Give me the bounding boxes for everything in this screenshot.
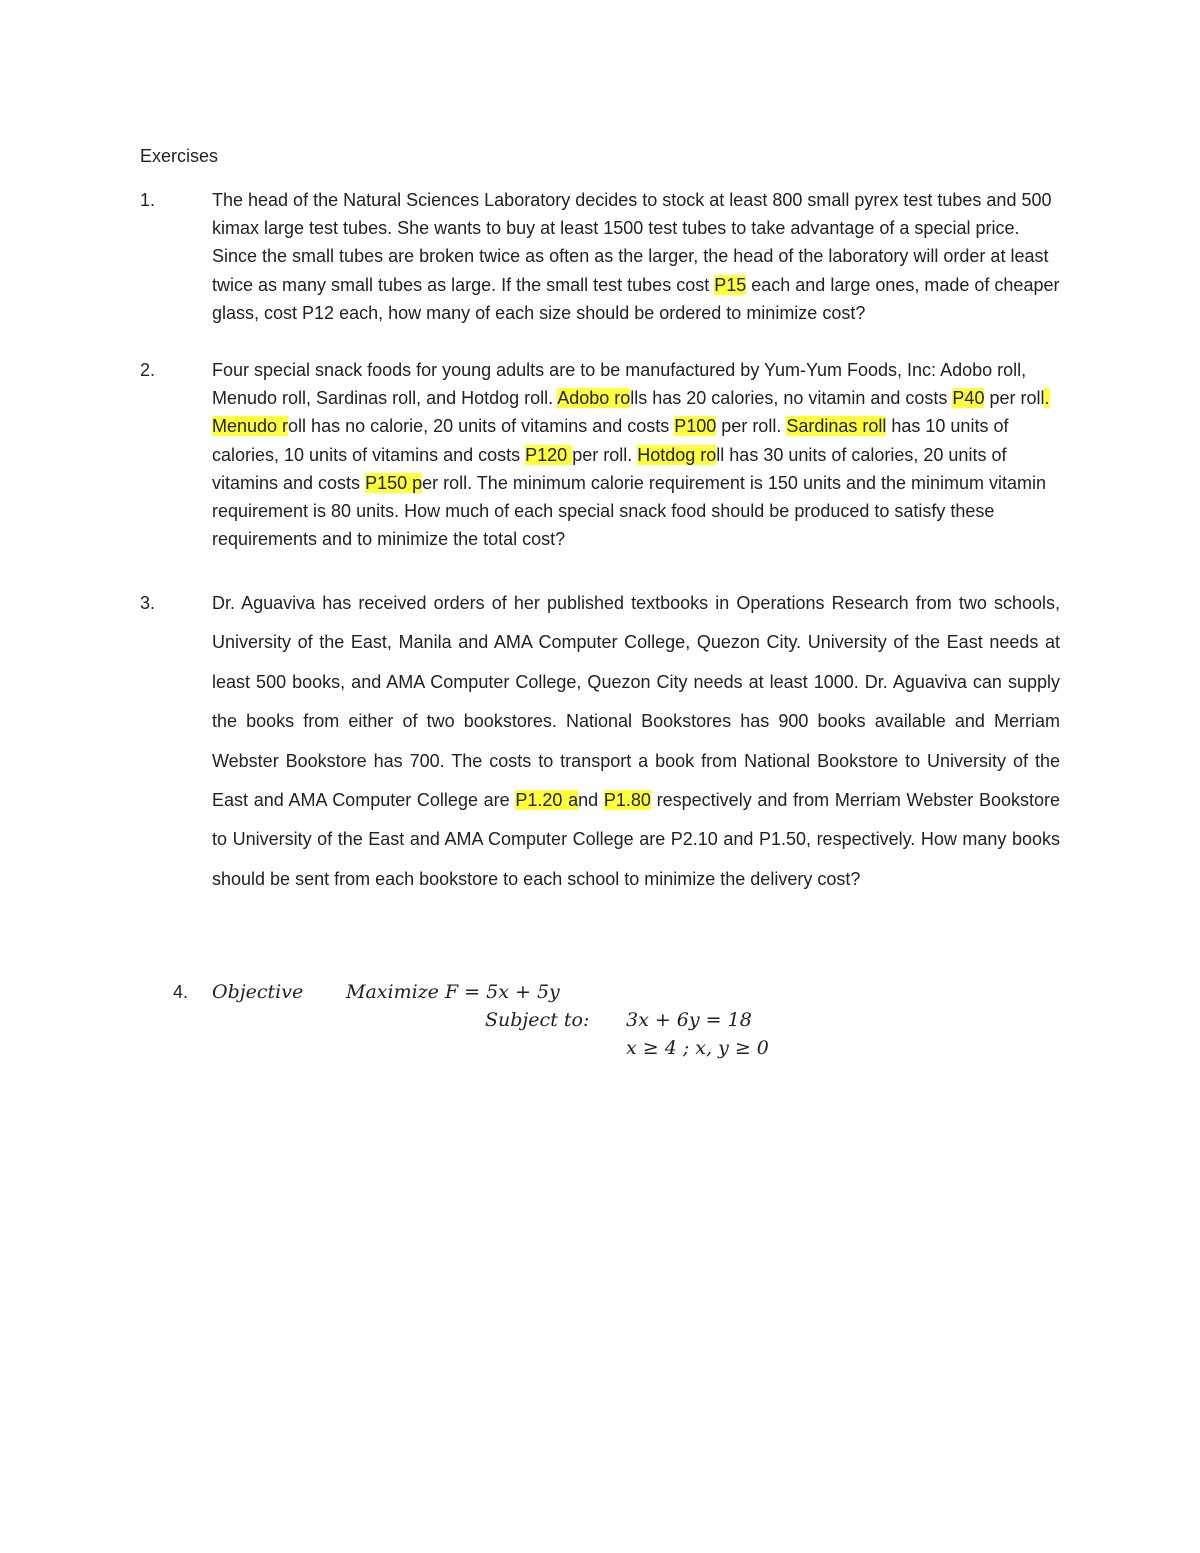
highlighted-text: P40 (952, 388, 985, 409)
text-segment: has 10 units of calories, 10 units of vitamins and costs (212, 416, 1009, 465)
highlighted-text: P1.80 (603, 790, 651, 811)
text-segment: nd (578, 790, 604, 811)
highlighted-text: P120 (525, 444, 573, 465)
objective-expression: Maximize F = 5x + 5y (346, 981, 560, 1003)
text-segment: er roll. The minimum calorie requirement is 150 units and the minimum vitamin requirement is 80 units. How much of each special snack food should be produced to satisfy these requirements and to minimize the total cost? (212, 472, 1047, 550)
text-segment: Dr. Aguaviva has received orders of her published textbooks in Operations Research from two schools, University of the East, Manila and AMA Computer College, Quezon City. University of the East needs at least 500 books, and AMA Computer College, Quezon City needs at least 1000. Dr. Aguaviva can supply the books from either of two bookstores. National Bookstores has 900 books available and Merriam Webster Bookstore has 700. The costs to transport a book from National Bookstore to University of the East and AMA Computer College are (212, 593, 1060, 811)
document-heading: Exercises (140, 146, 219, 166)
highlighted-text: Sardinas roll (786, 416, 887, 437)
highlighted-text: Hotdog ro (637, 444, 717, 465)
problem-text (212, 584, 1060, 899)
highlighted-text: P150 p (365, 472, 423, 493)
text-segment: ll has 30 units of calories, 20 units of vitamins and costs (212, 444, 1007, 493)
objective-label: Objective (212, 981, 304, 1003)
text-segment: each and large ones, made of cheaper glass, cost P12 each, how many of each size should be ordered to minimize cost? (212, 274, 1060, 323)
text-segment: per roll. (716, 416, 787, 437)
highlighted-text: P100 (674, 416, 717, 437)
problem-text (212, 186, 1060, 327)
highlighted-text: . Menudo r (212, 388, 1050, 437)
problem-1 (140, 186, 1060, 327)
text-segment: Four special snack foods for young adults are to be manufactured by Yum-Yum Foods, Inc: Adobo roll, Menudo roll, Sardinas roll, and Hotdog roll. (212, 360, 1027, 409)
text-segment: per roll (984, 388, 1045, 409)
text-segment: oll has no calorie, 20 units of vitamins and costs (288, 416, 675, 437)
problem-number: 4. (173, 982, 189, 1002)
highlighted-text: Adobo ro (557, 388, 631, 409)
text-segment: per roll. (572, 444, 638, 465)
text-segment: lls has 20 calories, no vitamin and costs (630, 388, 953, 409)
text-segment: respectively and from Merriam Webster Bookstore to University of the East and AMA Computer College are P2.10 and P1.50, respectively. How many books should be sent from each bookstore to each school to minimize the delivery cost? (212, 790, 1060, 889)
problem-number: 2. (140, 360, 156, 380)
subject-to-label: Subject to: (485, 1009, 590, 1031)
constraint-bounds: x ≥ 4 ; x, y ≥ 0 (626, 1037, 769, 1059)
text-segment: The head of the Natural Sciences Laboratory decides to stock at least 800 small pyrex test tubes and 500 kimax large test tubes. She wants to buy at least 1500 test tubes to take advantage of a special price. Since the small tubes are broken twice as often as the larger, the head of the laboratory will order at least twice as many small tubes as large. If the small test tubes cost (212, 190, 1052, 295)
highlighted-text: P15 (714, 274, 747, 295)
problem-number: 1. (140, 190, 156, 210)
problem-text (212, 356, 1060, 553)
constraint-equation: 3x + 6y = 18 (626, 1009, 752, 1031)
problem-number: 3. (140, 593, 156, 613)
highlighted-text: P1.20 a (515, 790, 579, 811)
problem-2 (140, 356, 1060, 553)
problem-3 (140, 584, 1060, 899)
